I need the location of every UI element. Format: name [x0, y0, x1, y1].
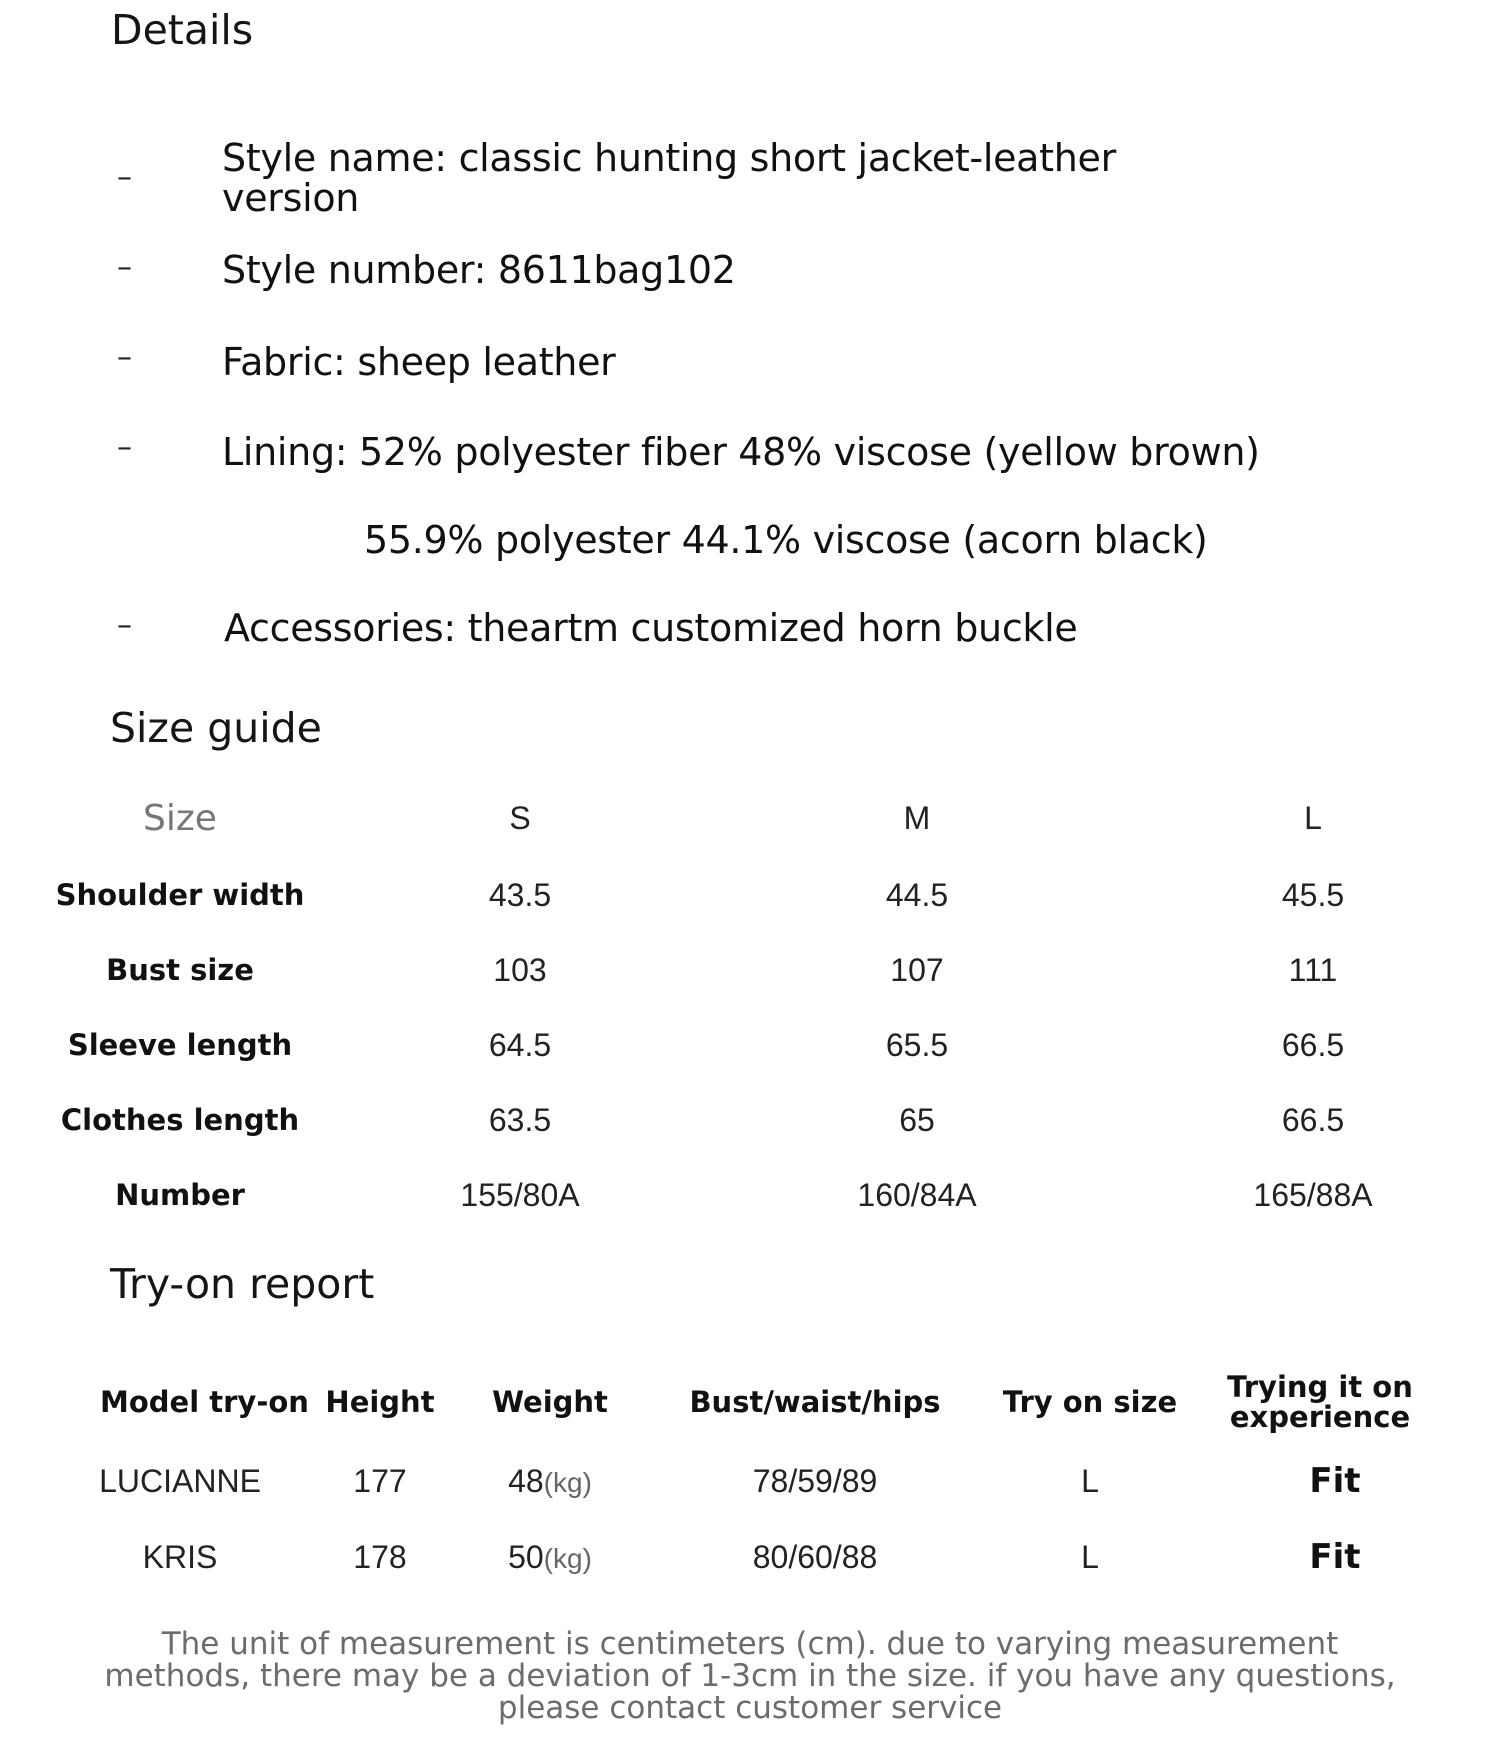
- row-label-bust-size: Bust size: [106, 953, 254, 987]
- header-bust-waist-hips: Bust/waist/hips: [689, 1385, 941, 1419]
- row-label-number: Number: [115, 1178, 245, 1212]
- table-cell: 165/88A: [1253, 1177, 1373, 1213]
- model-height: 178: [353, 1539, 407, 1575]
- note-line3: please contact customer service: [497, 1690, 1003, 1726]
- table-cell: 64.5: [488, 1027, 552, 1063]
- bullet-dash: –: [117, 608, 132, 643]
- table-cell: 111: [1288, 952, 1338, 988]
- header-experience-line1: Trying it on: [1227, 1370, 1413, 1404]
- model-bwh: 78/59/89: [752, 1463, 878, 1499]
- model-experience: Fit: [1309, 1461, 1361, 1501]
- table-cell: 65: [899, 1102, 935, 1138]
- weight-value: 48: [508, 1463, 544, 1499]
- size-header-label: Size: [143, 798, 217, 839]
- note-line1: The unit of measurement is centimeters (cm). due to varying measurement: [161, 1626, 1339, 1662]
- size-header-s: S: [509, 800, 531, 836]
- size-header-m: M: [903, 800, 931, 836]
- accessories: Accessories: theartm customized horn buckle: [224, 606, 1078, 650]
- bullet-dash: –: [117, 250, 132, 285]
- style-number: Style number: 8611bag102: [222, 248, 736, 292]
- weight-value: 50: [508, 1539, 544, 1575]
- style-name-line2: version: [222, 176, 360, 220]
- header-try-on-size: Try on size: [1002, 1385, 1178, 1419]
- row-label-clothes-length: Clothes length: [60, 1103, 300, 1137]
- size-guide-title: Size guide: [110, 704, 322, 752]
- model-experience: Fit: [1309, 1537, 1361, 1577]
- table-cell: 66.5: [1281, 1027, 1345, 1063]
- size-header-l: L: [1304, 800, 1322, 836]
- table-cell: 65.5: [885, 1027, 949, 1063]
- table-cell: 45.5: [1281, 877, 1345, 913]
- bullet-dash: –: [117, 160, 132, 195]
- table-cell: 63.5: [488, 1102, 552, 1138]
- model-name: KRIS: [142, 1539, 218, 1575]
- row-label-shoulder-width: Shoulder width: [55, 878, 305, 912]
- row-label-sleeve-length: Sleeve length: [67, 1028, 293, 1062]
- model-height: 177: [353, 1463, 407, 1499]
- weight-unit: (kg): [543, 1543, 592, 1574]
- header-experience-line2: experience: [1229, 1400, 1411, 1434]
- fabric: Fabric: sheep leather: [222, 340, 616, 384]
- table-cell: 107: [890, 952, 944, 988]
- table-cell: 44.5: [885, 877, 949, 913]
- model-name: LUCIANNE: [99, 1463, 261, 1499]
- model-size: L: [1081, 1539, 1099, 1575]
- bullet-dash: –: [117, 340, 132, 375]
- header-height: Height: [325, 1385, 435, 1419]
- model-weight: [470, 1539, 630, 1576]
- model-bwh: 80/60/88: [752, 1539, 878, 1575]
- table-cell: 66.5: [1281, 1102, 1345, 1138]
- model-weight: [470, 1463, 630, 1500]
- try-on-title: Try-on report: [110, 1260, 375, 1308]
- weight-unit: (kg): [543, 1467, 592, 1498]
- header-weight: Weight: [492, 1385, 608, 1419]
- table-cell: 103: [493, 952, 547, 988]
- table-cell: 155/80A: [460, 1177, 580, 1213]
- lining-line1: Lining: 52% polyester fiber 48% viscose (yellow brown): [222, 430, 1260, 474]
- table-cell: 43.5: [488, 877, 552, 913]
- header-model-try-on: Model try-on: [100, 1385, 309, 1419]
- header-experience: [1220, 1372, 1420, 1432]
- style-name-line1: Style name: classic hunting short jacket-leather: [222, 136, 1116, 180]
- lining-line2: 55.9% polyester 44.1% viscose (acorn black): [364, 518, 1208, 562]
- table-cell: 160/84A: [857, 1177, 977, 1213]
- model-size: L: [1081, 1463, 1099, 1499]
- measurement-note: [60, 1628, 1440, 1724]
- bullet-dash: –: [117, 430, 132, 465]
- note-line2: methods, there may be a deviation of 1-3cm in the size. if you have any questions,: [104, 1658, 1396, 1694]
- details-title: Details: [111, 6, 254, 54]
